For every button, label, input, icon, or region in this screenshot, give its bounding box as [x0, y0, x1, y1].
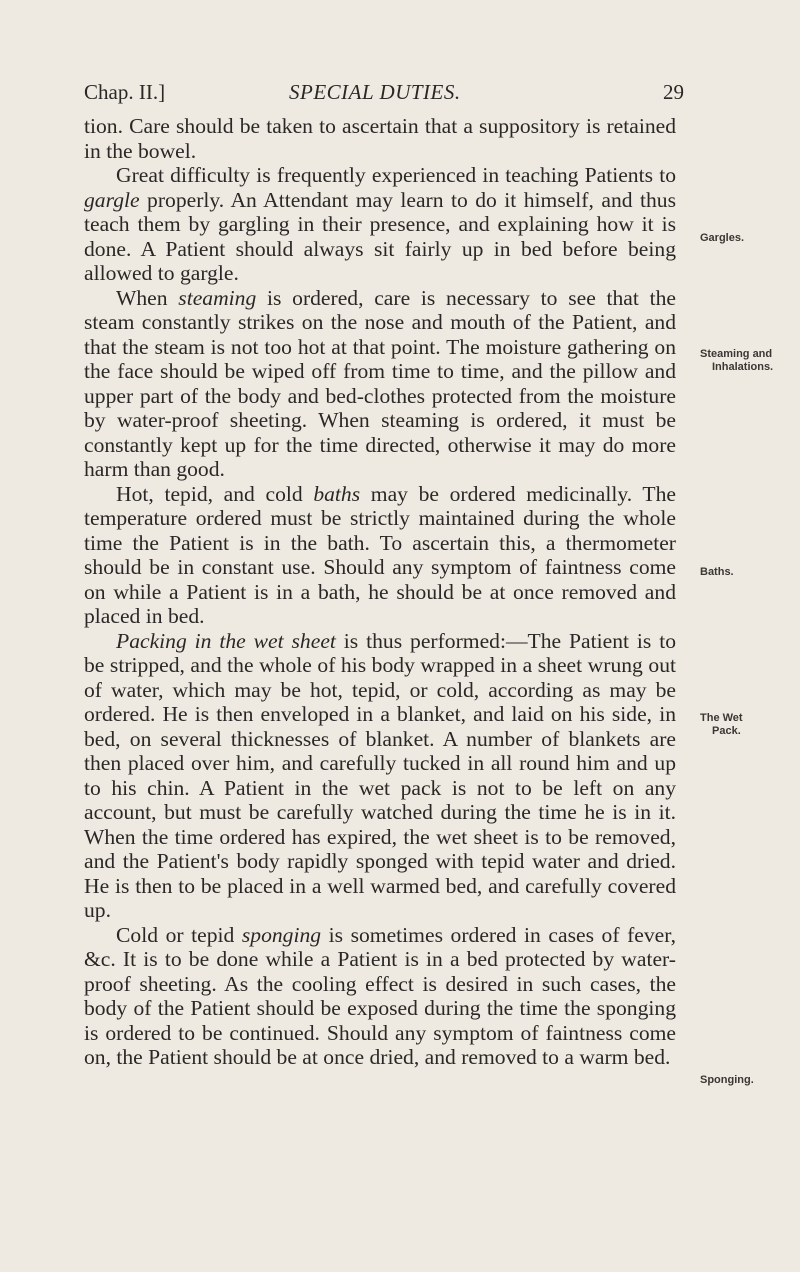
margin-note-steaming: Steaming and Inhalations.: [700, 348, 774, 373]
margin-note-sponging: Sponging.: [700, 1074, 754, 1086]
page-title: SPECIAL DUTIES.: [289, 80, 461, 104]
paragraph-wet-pack: Packing in the wet sheet is thus performed:—The Patient is to be stripped, and the whole of his body wrapped in a sheet wrung out of water, which may be hot, tepid, or cold, according as may be ordered. He is then enveloped in a blanket, and laid on his side, in bed, on several thicknesses of blanket. A number of blankets are then placed over him, and carefully tucked in all round him and up to his chin. A Patient in the wet pack is not to be left on any account, but must be carefully watched during the time he is in it. When the time ordered has expired, the wet sheet is to be removed, and the Patient's body rapidly sponged with tepid water and dried. He is then to be placed in a well warmed bed, and carefully covered up.: [84, 628, 676, 922]
term-gargle: gargle: [84, 187, 140, 212]
paragraph-gargles: Great difficulty is frequently experienced in teaching Patients to gargle properly. An Attendant may learn to do it himself, and thus teach them by gargling in their presence, and explaining how it is done. A Patient should always sit fairly up in bed before being allowed to gargle.: [84, 163, 676, 285]
paragraph-steaming: When steaming is ordered, care is necessary to see that the steam constantly strikes on the nose and mouth of the Patient, and that the steam is not too hot at that point. The moisture gathering on the face should be wiped off from time to time, and the pillow and upper part of the body and bed-clothes protected from the moisture by water-proof sheeting. When steaming is ordered, it must be constantly kept up for the time directed, otherwise it may do more harm than good.: [84, 285, 676, 481]
margin-note-wet-pack: The Wet Pack.: [700, 712, 743, 737]
chapter-label: Chap. II.]: [84, 80, 166, 104]
body-text: [84, 114, 676, 1070]
margin-note-gargles: Gargles.: [700, 232, 745, 244]
paragraph-baths: Hot, tepid, and cold baths may be ordered medicinally. The temperature ordered must be strictly maintained during the whole time the Patient is in the bath. To ascertain this, a thermometer should be in constant use. Should any symptom of faintness come on while a Patient is in a bath, he should be at once removed and placed in bed.: [84, 481, 676, 628]
term-baths: baths: [313, 481, 361, 506]
margin-note-baths: Baths.: [700, 566, 734, 578]
paragraph-sponging: Cold or tepid sponging is sometimes ordered in cases of fever, &c. It is to be done while a Patient is in a bed protected by water-proof sheeting. As the cooling effect is desired in such cases, the body of the Patient should be exposed during the time the sponging is ordered to be continued. Should any symptom of faintness come on, the Patient should be at once dried, and removed to a warm bed.: [84, 922, 676, 1069]
term-packing: Packing in the wet sheet: [116, 628, 336, 653]
term-sponging: sponging: [241, 922, 322, 947]
term-steaming: steaming: [178, 285, 257, 310]
page-number: 29: [663, 80, 684, 104]
running-head: [84, 80, 684, 108]
paragraph-suppository: tion. Care should be taken to ascertain that a suppository is retained in the bowel.: [84, 114, 676, 163]
